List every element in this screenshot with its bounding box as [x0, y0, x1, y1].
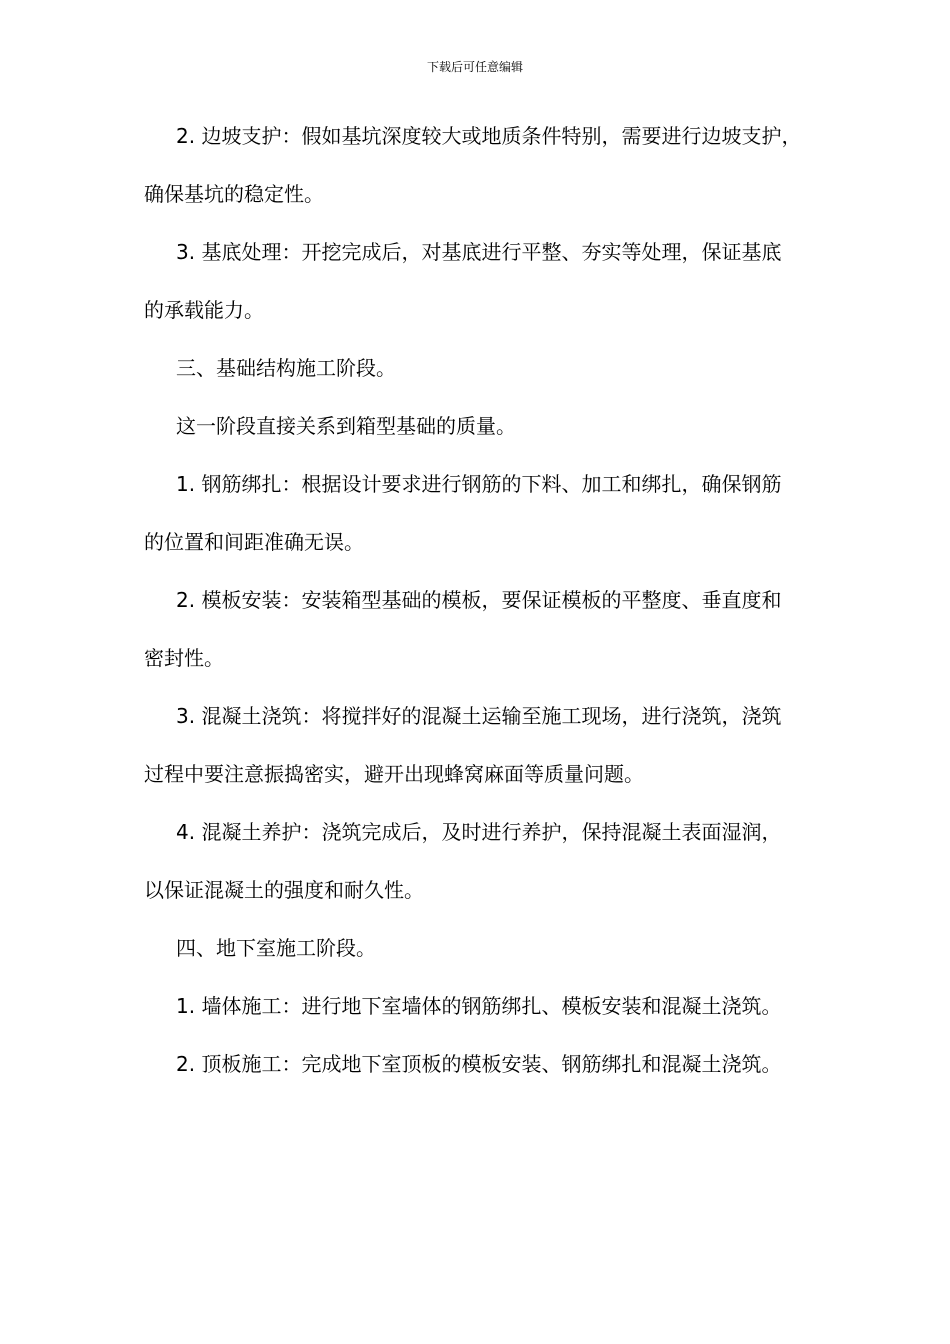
paragraph-formwork — [144, 586, 810, 672]
paragraph-concrete-pouring — [144, 702, 810, 788]
paragraph-line: 的承载能力。 — [144, 298, 264, 322]
paragraph-line: 2. 边坡支护：假如基坑深度较大或地质条件特别，需要进行边坡支护， — [176, 124, 802, 148]
paragraph-line: 2. 顶板施工：完成地下室顶板的模板安装、钢筋绑扎和混凝土浇筑。 — [176, 1052, 782, 1076]
paragraph-roof-slab — [144, 1050, 810, 1078]
paragraph-line: 4. 混凝土养护：浇筑完成后，及时进行养护，保持混凝土表面湿润， — [176, 820, 782, 844]
paragraph-wall-construction — [144, 992, 810, 1020]
paragraph-line: 的位置和间距准确无误。 — [144, 530, 364, 554]
paragraph-line: 1. 钢筋绑扎：根据设计要求进行钢筋的下料、加工和绑扎，确保钢筋 — [176, 472, 782, 496]
paragraph-line: 这一阶段直接关系到箱型基础的质量。 — [176, 414, 516, 438]
section-heading-foundation-structure — [144, 354, 810, 382]
section-heading-basement — [144, 934, 810, 962]
page-header: 下载后可任意编辑 — [426, 60, 523, 74]
section-heading: 三、基础结构施工阶段。 — [176, 356, 396, 380]
paragraph-intro — [144, 412, 810, 440]
paragraph-rebar-binding — [144, 470, 810, 556]
paragraph-line: 过程中要注意振捣密实，避开出现蜂窝麻面等质量问题。 — [144, 762, 644, 786]
paragraph-base-treatment — [144, 238, 810, 324]
paragraph-slope-support — [144, 122, 810, 208]
paragraph-line: 确保基坑的稳定性。 — [144, 182, 324, 206]
paragraph-line: 以保证混凝土的强度和耐久性。 — [144, 878, 424, 902]
paragraph-concrete-curing — [144, 818, 810, 904]
section-heading: 四、地下室施工阶段。 — [176, 936, 376, 960]
document-body — [144, 122, 810, 1108]
paragraph-line: 2. 模板安装：安装箱型基础的模板，要保证模板的平整度、垂直度和 — [176, 588, 782, 612]
paragraph-line: 密封性。 — [144, 646, 224, 670]
paragraph-line: 3. 基底处理：开挖完成后，对基底进行平整、夯实等处理，保证基底 — [176, 240, 782, 264]
paragraph-line: 1. 墙体施工：进行地下室墙体的钢筋绑扎、模板安装和混凝土浇筑。 — [176, 994, 782, 1018]
paragraph-line: 3. 混凝土浇筑：将搅拌好的混凝土运输至施工现场，进行浇筑，浇筑 — [176, 704, 782, 728]
